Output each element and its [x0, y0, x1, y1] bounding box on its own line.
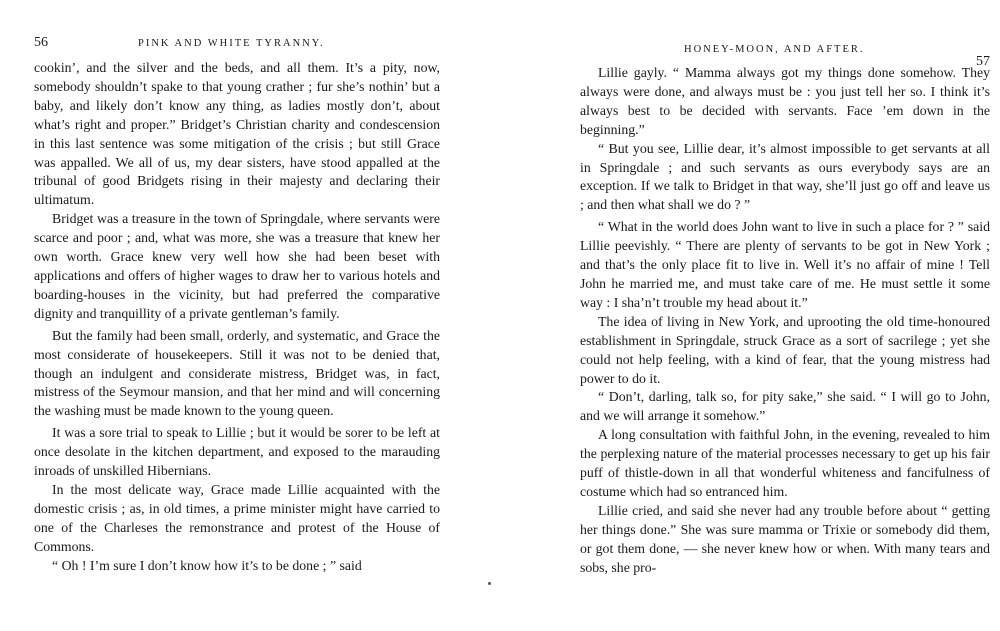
left-page-text: [34, 59, 440, 575]
paragraph: A long consultation with faithful John, in the evening, revealed to him the perplexing nature of the material processes necessary to get up his fair puff of thistle-down in all that wonderful whiteness and fancifulness of costume which had so entranced him.: [580, 427, 990, 499]
page-number-left: 56: [34, 35, 48, 50]
left-page: [0, 0, 470, 631]
running-head-left: PINK AND WHITE TYRANNY.: [138, 38, 325, 49]
paragraph: Lillie cried, and said she never had any trouble before about “ getting her things done.” She was sure mamma or Trixie or somebody did them, or got them done, — she never knew how or when. With many tears and sobs, she pro-: [580, 502, 990, 575]
paragraph: The idea of living in New York, and uprooting the old time-honoured establishment in Springdale, struck Grace as a sort of sacrilege ; yet she could not help feeling, with a kind of fear, that the young mistress had power to do it.: [580, 313, 990, 386]
paragraph: Bridget was a treasure in the town of Springdale, where servants were scarce and poor ; and, what was more, she was a treasure that knew her own worth. Grace knew very well how she had been beset with applications and offers of higher wages to draw her to various hotels and boarding-houses in the vicinity, but had preferred the comparative dignity and tranquillity of a private gentleman’s family.: [34, 211, 440, 321]
right-page: [560, 0, 1000, 631]
paragraph: “ Don’t, darling, talk so, for pity sake,” she said. “ I will go to John, and we will arrange it somehow.”: [580, 389, 990, 424]
paragraph: cookin’, and the silver and the beds, and all them. It’s a pity, now, somebody shouldn’t spake to that young crather ; fur she’s nothin’ but a baby, and likely don’t know any thing, as ladies mostly don’t, about what’s right and proper.” Bridget’s Christian charity and condescension in this last sentence was some mitigation of the crisis ; but still Grace was appalled. We all of us, my dear sisters, have stood appalled at the tribunal of good Bridgets rising in their majesty and declaring their ultimatum.: [34, 60, 440, 208]
paragraph: Lillie gayly. “ Mamma always got my things done somehow. They always were done, and always must be : you just tell her so. I think it’s always best to be decided with servants. Face ’em down in the beginning.”: [580, 65, 990, 137]
paragraph: It was a sore trial to speak to Lillie ; but it would be sorer to be left at once desolate in the kitchen department, and exposed to the marauding inroads of unskilled Hibernians.: [34, 425, 440, 479]
running-head-right: HONEY-MOON, AND AFTER.: [684, 44, 865, 55]
paragraph: But the family had been small, orderly, and systematic, and Grace the most considerate of housekeepers. Still it was not to be denied that, though an indulgent and considerate mistress, Bridget was, in fact, mistress of the Seymour mansion, and that her mind and will concerning the washing must be made known to the young queen.: [34, 327, 440, 419]
paragraph: “ What in the world does John want to live in such a place for ? ” said Lillie peevishly. “ There are plenty of servants to be got in New York ; and that’s the only place fit to live in. Well it’s no affair of mine ! Tell John he married me, and must take care of me. He must settle it some way : I sha’n’t trouble my head about it.”: [580, 219, 990, 310]
paragraph: “ But you see, Lillie dear, it’s almost impossible to get servants at all in Springdale ; and such servants as ours everybody says are an exception. If we talk to Bridget in that way, she’ll just go off and leave us ; and then what shall we do ? ”: [580, 140, 990, 213]
paragraph: “ Oh ! I’m sure I don’t know how it’s to be done ; ” said: [52, 557, 362, 573]
page-number-right: 57: [976, 54, 990, 69]
paragraph: In the most delicate way, Grace made Lillie acquainted with the domestic crisis ; as, in old times, a prime minister might have carried to one of the Charleses the remonstrance and protest of the House of Commons.: [34, 481, 440, 554]
gutter-mark: [488, 582, 491, 585]
right-page-text: [580, 64, 990, 577]
